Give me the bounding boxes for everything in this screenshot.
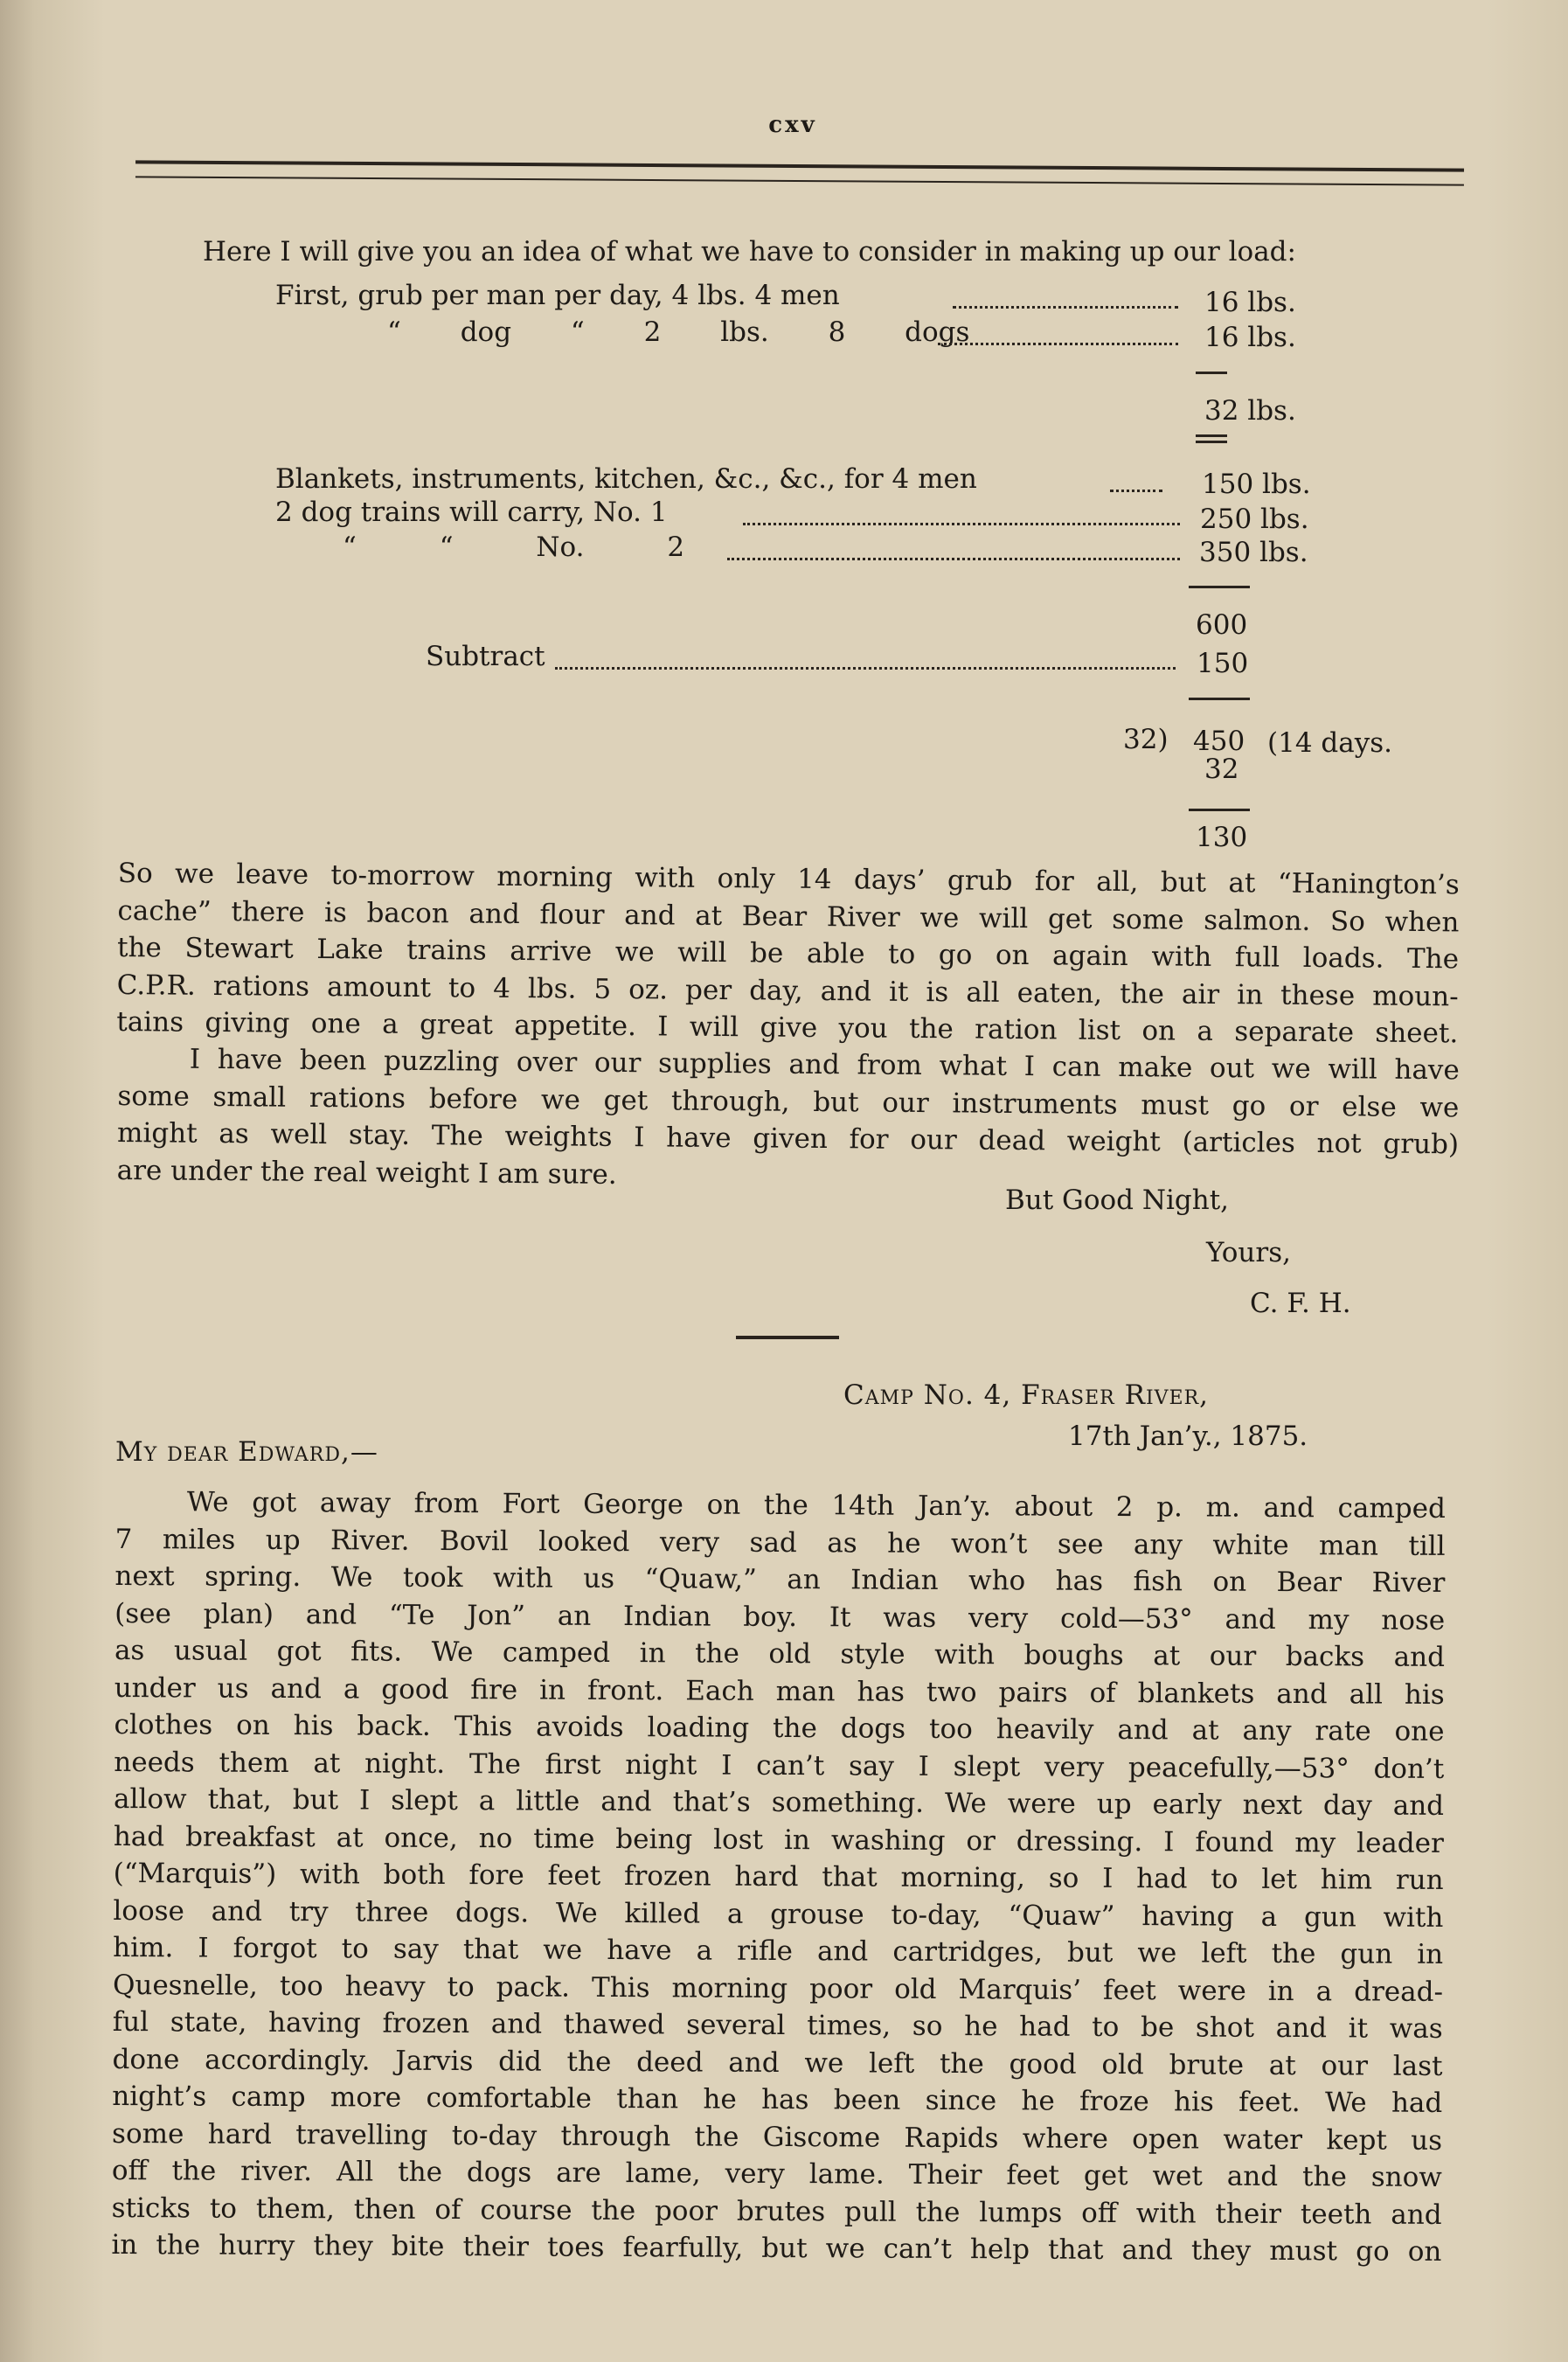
closing: But Good Night, [1005,1184,1230,1216]
letter-date: 17th Jan’y., 1875. [1068,1421,1308,1452]
text-line: night’s camp more comfortable than he has been since he froze his feet. We had [112,2080,1443,2119]
text-line: are under the real weight I am sure. [116,1154,617,1191]
row-value: 130 [1196,822,1248,853]
initials: C. F. H. [1250,1288,1351,1319]
text-line: done accordingly. Jarvis did the deed and we left the good old brute at our last [112,2043,1443,2082]
text-line: C.P.R. rations amount to 4 lbs. 5 oz. per day, and it is all eaten, the air in these moun- [116,969,1459,1012]
text-line: under us and a good fire in front. Each man has two pairs of blankets and all his [114,1671,1445,1711]
page-number: cxv [768,112,817,138]
text-line: off the river. All the dogs are lame, very lame. Their feet get wet and the snow [111,2154,1442,2193]
sum-rule [1189,586,1250,588]
leader-dots [555,667,1176,670]
paragraph-1 [116,855,1460,1052]
leader-dots [743,523,1180,525]
text-line: some small rations before we get through, but our instruments must go or else we [117,1080,1460,1123]
sum-rule [1196,441,1227,443]
leader-dots [1110,490,1162,492]
text-line: the Stewart Lake trains arrive we will be able to go on again with full loads. The [116,931,1460,976]
row-label: Subtract [426,641,545,672]
section-divider [736,1336,839,1339]
text-line: cache” there is bacon and flour and at Bear River we will get some salmon. So when [117,894,1460,938]
leader-dots [727,558,1180,560]
paragraph-3 [111,1483,1446,2270]
sum-rule [1196,434,1227,437]
intro-line: Here I will give you an idea of what we have to consider in making up our load: [203,236,1296,267]
row-value: 350 lbs. [1199,537,1308,568]
row-note: (14 days. [1267,727,1392,759]
row-label: First, grub per man per day, 4 lbs. 4 men [275,280,840,311]
text-line: might as well stay. The weights I have given for our dead weight (articles not grub) [116,1116,1460,1161]
header-rule [135,160,1464,185]
leader-dots [938,343,1178,345]
row-value: 250 lbs. [1200,504,1309,535]
yours: Yours, [1206,1237,1291,1268]
text-line: I have been puzzling over our supplies and from what I can make out we will have [189,1043,1460,1087]
sum-rule [1189,698,1250,700]
text-line: had breakfast at once, no time being lost in washing or dressing. I found my leader [113,1820,1444,1859]
row-value: 16 lbs. [1204,287,1296,318]
paragraph-2 [117,1040,1460,1200]
text-line: So we leave to-morrow morning with only 14 days’ grub for all, but at “Hanington’s [117,857,1460,901]
text-line: loose and try three dogs. We killed a grouse to-day, “Quaw” having a gun with [113,1894,1444,1934]
row-label: 32) [1123,724,1169,755]
row-value: 600 [1196,609,1248,641]
row-value: 150 lbs. [1202,469,1311,500]
leader-dots [953,306,1178,309]
text-line: 7 miles up River. Bovil looked very sad as he won’t see any white man till [114,1523,1446,1562]
row-label: 2 dog trains will carry, No. 1 [275,497,668,528]
sum-rule [1189,809,1250,811]
sum-rule [1196,372,1227,374]
salutation: My dear Edward,— [115,1436,378,1468]
text-line: in the hurry they bite their toes fearfully, but we can’t help that and they must go on [111,2228,1442,2268]
text-line: ful state, having frozen and thawed several times, so he had to be shot and it was [112,2005,1443,2045]
row-value: 32 lbs. [1204,395,1296,427]
row-value: 32 [1204,754,1239,785]
text-line: allow that, but I slept a little and that’s something. We were up early next day and [114,1782,1445,1822]
row-label: “ dog “ 2 lbs. 8 dogs [387,316,970,348]
row-value: 150 [1197,648,1249,679]
text-line: some hard travelling to-day through the Giscome Rapids where open water kept us [112,2117,1443,2157]
text-line: needs them at night. The first night I can’t say I slept very peacefully,—53° don’t [114,1746,1445,1785]
text-line: We got away from Fort George on the 14th Jan’y. about 2 p. m. and camped [186,1486,1446,1525]
letter-place: Camp No. 4, Fraser River, [843,1379,1209,1411]
text-line: (see plan) and “Te Jon” an Indian boy. It was very cold—53° and my nose [114,1597,1446,1636]
text-line: sticks to them, then of course the poor brutes pull the lumps off with their teeth and [111,2192,1442,2231]
text-line: him. I forgot to say that we have a rifle and cartridges, but we left the gun in [113,1931,1444,1970]
text-line: as usual got fits. We camped in the old style with boughs at our backs and [114,1634,1446,1673]
row-label: “ “ No. 2 [343,531,685,563]
row-value: 450 [1193,726,1245,757]
text-line: tains giving one a great appetite. I will give you the ration list on a separate sheet. [116,1005,1459,1050]
text-line: (“Marquis”) with both fore feet frozen hard that morning, so I had to let him run [113,1857,1444,1896]
row-label: Blankets, instruments, kitchen, &c., &c., for 4 men [275,463,977,495]
text-line: Quesnelle, too heavy to pack. This morning poor old Marquis’ feet were in a dread- [112,1969,1444,2008]
text-line: clothes on his back. This avoids loading the dogs too heavily and at any rate one [114,1708,1445,1747]
text-line: next spring. We took with us “Quaw,” an Indian who has fish on Bear River [114,1560,1446,1599]
row-value: 16 lbs. [1204,322,1296,353]
